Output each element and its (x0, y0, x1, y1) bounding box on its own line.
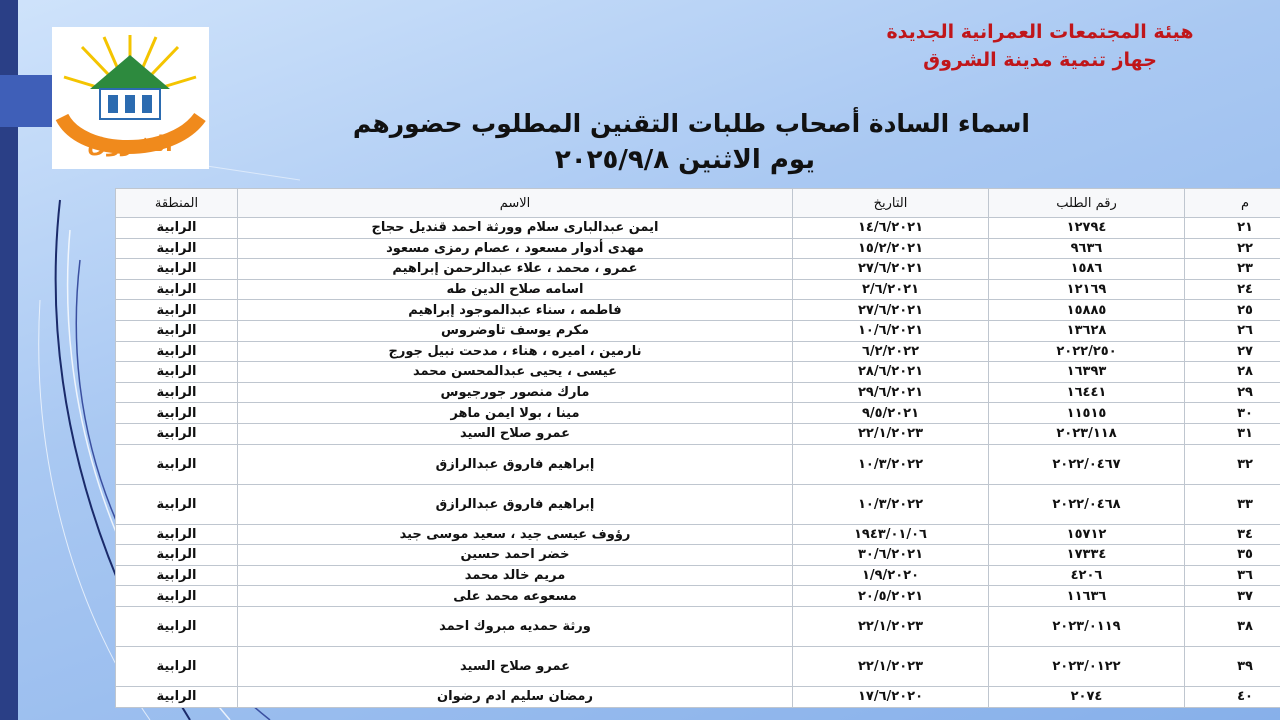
cell-name: مريم خالد محمد (238, 565, 793, 586)
cell-number: ٣٤ (1185, 524, 1280, 545)
column-header-name: الاسم (238, 189, 793, 218)
cell-name: خضر احمد حسين (238, 545, 793, 566)
cell-name: عيسى ، يحيى عبدالمحسن محمد (238, 362, 793, 383)
org-name-line1: هيئة المجتمعات العمرانية الجديدة (886, 21, 1194, 43)
cell-request-number: ٤٢٠٦ (989, 565, 1185, 586)
cell-name: مسعوعه محمد على (238, 586, 793, 607)
cell-name: فاطمه ، سناء عبدالموجود إبراهيم (238, 300, 793, 321)
cell-name: ورثة حمديه مبروك احمد (238, 606, 793, 646)
cell-number: ٢٣ (1185, 259, 1280, 280)
cell-name: رمضان سليم ادم رضوان (238, 686, 793, 707)
cell-area: الرابية (116, 686, 238, 707)
table-row (116, 382, 1280, 403)
column-header-number: م (1185, 189, 1280, 218)
cell-request-number: ٢٠٢٢/٢٥٠ (989, 341, 1185, 362)
table-row (116, 423, 1280, 444)
cell-name: مارك منصور جورجيوس (238, 382, 793, 403)
cell-name: مكرم يوسف تاوضروس (238, 320, 793, 341)
cell-request-number: ١١٥١٥ (989, 403, 1185, 424)
logo (52, 27, 209, 169)
table-row (116, 259, 1280, 280)
cell-number: ٣٩ (1185, 646, 1280, 686)
cell-name: ايمن عبدالبارى سلام وورثة احمد قنديل حجاج (238, 218, 793, 239)
table-row (116, 444, 1280, 484)
cell-number: ٣٠ (1185, 403, 1280, 424)
column-header-area: المنطقة (116, 189, 238, 218)
table-row (116, 524, 1280, 545)
cell-name: إبراهيم فاروق عبدالرازق (238, 444, 793, 484)
table-row (116, 238, 1280, 259)
cell-number: ٣٣ (1185, 484, 1280, 524)
table-row (116, 341, 1280, 362)
cell-number: ٢٤ (1185, 279, 1280, 300)
cell-request-number: ١٥٧١٢ (989, 524, 1185, 545)
cell-date: ٢٨/٦/٢٠٢١ (793, 362, 989, 383)
cell-date: ٢٠/٥/٢٠٢١ (793, 586, 989, 607)
cell-date: ٢٢/١/٢٠٢٣ (793, 646, 989, 686)
table-row (116, 279, 1280, 300)
table-body (116, 218, 1280, 708)
cell-number: ٢٥ (1185, 300, 1280, 321)
cell-date: ١٠/٣/٢٠٢٢ (793, 444, 989, 484)
cell-request-number: ٢٠٧٤ (989, 686, 1185, 707)
cell-area: الرابية (116, 586, 238, 607)
cell-date: ١٤/٦/٢٠٢١ (793, 218, 989, 239)
cell-area: الرابية (116, 484, 238, 524)
cell-date: ٢٩/٦/٢٠٢١ (793, 382, 989, 403)
cell-number: ٣١ (1185, 423, 1280, 444)
sun-house-logo-icon (52, 27, 209, 169)
cell-number: ٣٦ (1185, 565, 1280, 586)
cell-request-number: ٢٠٢٣/٠١٢٢ (989, 646, 1185, 686)
cell-area: الرابية (116, 300, 238, 321)
cell-name: عمرو صلاح السيد (238, 423, 793, 444)
cell-request-number: ٢٠٢٣/١١٨ (989, 423, 1185, 444)
cell-date: ١٩٤٣/٠١/٠٦ (793, 524, 989, 545)
cell-date: ٣٠/٦/٢٠٢١ (793, 545, 989, 566)
cell-area: الرابية (116, 362, 238, 383)
cell-date: ٦/٢/٢٠٢٢ (793, 341, 989, 362)
cell-area: الرابية (116, 423, 238, 444)
cell-area: الرابية (116, 279, 238, 300)
cell-date: ١٠/٣/٢٠٢٢ (793, 484, 989, 524)
cell-number: ٢٩ (1185, 382, 1280, 403)
cell-request-number: ٩٦٣٦ (989, 238, 1185, 259)
cell-area: الرابية (116, 320, 238, 341)
cell-name: عمرو صلاح السيد (238, 646, 793, 686)
cell-request-number: ١٢١٦٩ (989, 279, 1185, 300)
table-row (116, 218, 1280, 239)
cell-request-number: ٢٠٢٢/٠٤٦٨ (989, 484, 1185, 524)
cell-area: الرابية (116, 382, 238, 403)
cell-date: ٢٧/٦/٢٠٢١ (793, 300, 989, 321)
column-header-date: التاريخ (793, 189, 989, 218)
cell-area: الرابية (116, 606, 238, 646)
cell-request-number: ٢٠٢٢/٠٤٦٧ (989, 444, 1185, 484)
cell-number: ٢٨ (1185, 362, 1280, 383)
cell-request-number: ١٥٨٦ (989, 259, 1185, 280)
cell-request-number: ١٦٤٤١ (989, 382, 1185, 403)
title-line2: يوم الاثنين ٢٠٢٥/٩/٨ (554, 145, 815, 175)
table-row (116, 565, 1280, 586)
cell-name: رؤوف عيسى جيد ، سعيد موسى جيد (238, 524, 793, 545)
cell-date: ١٠/٦/٢٠٢١ (793, 320, 989, 341)
table-row (116, 606, 1280, 646)
table-row (116, 484, 1280, 524)
cell-request-number: ١٣٦٢٨ (989, 320, 1185, 341)
cell-number: ٢٢ (1185, 238, 1280, 259)
table-row (116, 362, 1280, 383)
cell-name: عمرو ، محمد ، علاء عبدالرحمن إبراهيم (238, 259, 793, 280)
cell-area: الرابية (116, 259, 238, 280)
cell-date: ٩/٥/٢٠٢١ (793, 403, 989, 424)
cell-name: إبراهيم فاروق عبدالرازق (238, 484, 793, 524)
cell-date: ٢/٦/٢٠٢١ (793, 279, 989, 300)
cell-date: ٢٢/١/٢٠٢٣ (793, 423, 989, 444)
cell-name: مهدى أدوار مسعود ، عصام رمزى مسعود (238, 238, 793, 259)
cell-date: ١/٩/٢٠٢٠ (793, 565, 989, 586)
cell-request-number: ١٢٧٩٤ (989, 218, 1185, 239)
cell-area: الرابية (116, 218, 238, 239)
cell-request-number: ٢٠٢٣/٠١١٩ (989, 606, 1185, 646)
page-title (330, 106, 1030, 178)
cell-request-number: ١٥٨٨٥ (989, 300, 1185, 321)
cell-area: الرابية (116, 403, 238, 424)
cell-number: ٢٦ (1185, 320, 1280, 341)
cell-date: ١٧/٦/٢٠٢٠ (793, 686, 989, 707)
attendees-table (115, 188, 1280, 708)
cell-area: الرابية (116, 646, 238, 686)
table-row (116, 586, 1280, 607)
cell-area: الرابية (116, 565, 238, 586)
cell-area: الرابية (116, 341, 238, 362)
cell-number: ٢١ (1185, 218, 1280, 239)
cell-number: ٣٧ (1185, 586, 1280, 607)
logo-text: الشروق (87, 132, 173, 157)
attendees-table-wrapper (115, 188, 1253, 708)
cell-number: ٢٧ (1185, 341, 1280, 362)
table-header-row (116, 189, 1280, 218)
cell-number: ٣٥ (1185, 545, 1280, 566)
cell-date: ٢٢/١/٢٠٢٣ (793, 606, 989, 646)
org-name-line2: جهاز تنمية مدينة الشروق (923, 49, 1157, 71)
cell-name: نارمين ، اميره ، هناء ، مدحت نبيل جورج (238, 341, 793, 362)
cell-name: اسامه صلاح الدين طه (238, 279, 793, 300)
title-line1: اسماء السادة أصحاب طلبات التقنين المطلوب حضورهم (352, 109, 1030, 138)
table-row (116, 686, 1280, 707)
cell-name: مينا ، بولا ايمن ماهر (238, 403, 793, 424)
table-row (116, 646, 1280, 686)
cell-area: الرابية (116, 524, 238, 545)
cell-request-number: ١٧٣٣٤ (989, 545, 1185, 566)
table-row (116, 300, 1280, 321)
cell-number: ٤٠ (1185, 686, 1280, 707)
table-row (116, 545, 1280, 566)
organization-header (840, 18, 1240, 74)
table-row (116, 403, 1280, 424)
cell-request-number: ١٦٣٩٣ (989, 362, 1185, 383)
cell-area: الرابية (116, 545, 238, 566)
cell-area: الرابية (116, 444, 238, 484)
cell-date: ١٥/٢/٢٠٢١ (793, 238, 989, 259)
cell-number: ٣٨ (1185, 606, 1280, 646)
table-row (116, 320, 1280, 341)
cell-date: ٢٧/٦/٢٠٢١ (793, 259, 989, 280)
cell-number: ٣٢ (1185, 444, 1280, 484)
cell-area: الرابية (116, 238, 238, 259)
column-header-request-number: رقم الطلب (989, 189, 1185, 218)
cell-request-number: ١١٦٣٦ (989, 586, 1185, 607)
